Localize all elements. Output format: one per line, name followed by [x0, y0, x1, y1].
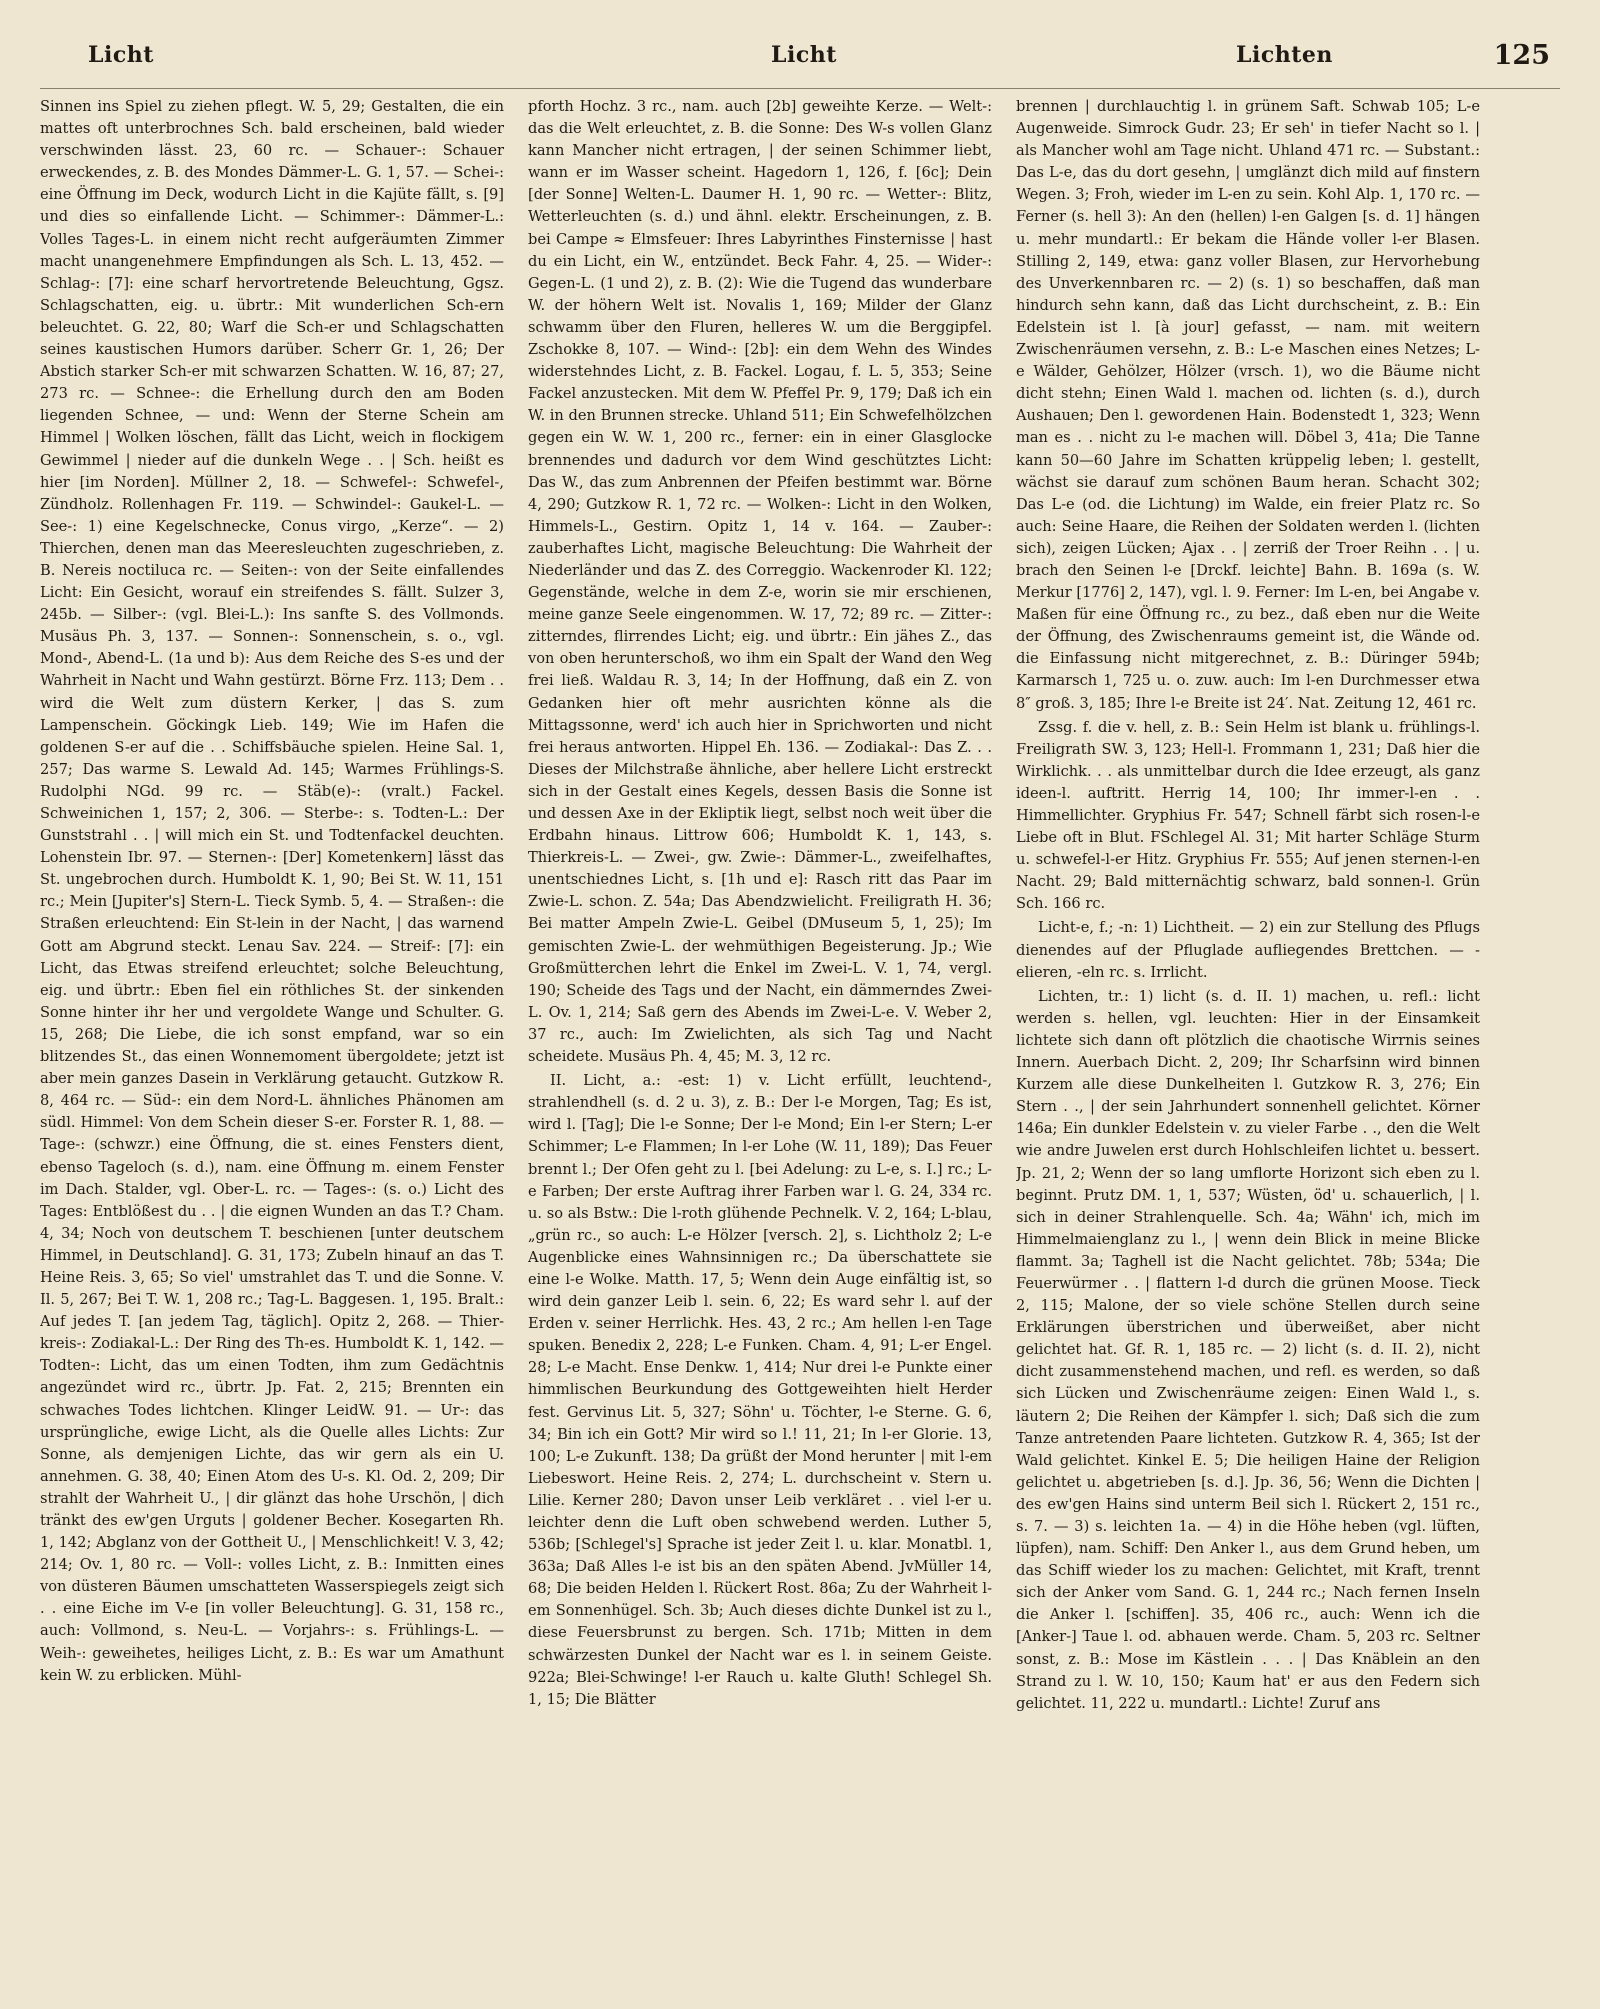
running-head-left: Licht — [88, 42, 154, 68]
entry-compounds: Zssg. f. die v. hell, z. B.: Sein Helm ist blank u. frühlings-l. Freiligrath SW. 3, 123; Hell-l. Frommann 1, 231; Daß hier die Wirklichk. . . als unmittelbar durch die Idee erzeugt, als ganz ideen-l. auftritt. Herrig 14, 100; Ihr immer-l-en . . Himmellichter. Gryphius Fr. 547; Schnell färbt sich rosen-l-e Liebe oft in Blut. FSchlegel Al. 31; Mit harter Schläge Sturm u. schwefel-l-er Hitz. Gryphius Fr. 555; Auf jenen sternen-l-en Nacht. 29; Bald mitternächtig schwarz, bald sonnen-l. Grün Sch. 166 rc. — [1016, 718, 1480, 913]
entry-paragraph: pforth Hochz. 3 rc., nam. auch [2b] geweihte Kerze. — Welt-: das die Welt erleuchtet, z. B. die Sonne: Des W-s vollen Glanz kann Mancher nicht ertragen, | der seinen Schimmer liebt, wann er im Wasser scheint. Hagedorn 1, 126, f. [6c]; Dein [der Sonne] Welten-L. Daumer H. 1, 90 rc. — Wetter-: Blitz, Wetterleuchten (s. d.) und ähnl. elektr. Erscheinungen, z. B. bei Campe ≈ Elmsfeuer: Ihres Labyrinthes Finsternisse | hast du ein Licht, ein W., entzündet. Beck Fahr. 4, 25. — Wider-: Gegen-L. (1 und 2), z. B. (2): Wie die Tugend das wunderbare W. der höhern Welt ist. Novalis 1, 169; Milder der Glanz schwamm über den Fluren, helleres W. um die Berggipfel. Zschokke 8, 107. — Wind-: [2b]: ein dem Wehn des Windes widerstehndes Licht, z. B. Fackel. Logau, f. L. 5, 353; Seine Fackel anzustecken. Mit dem W. Pfeffel Pr. 9, 179; Daß ich ein W. in den Brunnen strecke. Uhland 511; Ein Schwefelhölzchen gegen ein W. W. 1, 200 rc., ferner: ein in einer Glasglocke brennendes und dadurch vor dem Wind geschütztes Licht: Das W., das zum Anbrennen der Pfeifen bestimmt war. Börne 4, 290; Gutzkow R. 1, 72 rc. — Wolken-: Licht in den Wolken, Himmels-L., Gestirn. Opitz 1, 14 v. 164. — Zauber-: zauberhaftes Licht, magische Beleuchtung: Die Wahrheit der Niederländer und das Z. des Correggio. Wackenroder Kl. 122; Gegenstände, welche in dem Z-e, worin sie mir erschienen, meine ganze Seele eingenommen. W. 17, 72; 89 rc. — Zitter-: zitterndes, flirrendes Licht; eig. und übrtr.: Ein jähes Z., das von oben herunterschoß, wo ihm ein Spalt der Wand den Weg frei ließ. Waldau R. 3, 14; In der Hoffnung, daß ein Z. von Gedanken hier oft mehr ausrichten könne als die Mittagssonne, werd' ich auch hier in Sprichworten und nicht frei heraus antworten. Hippel Eh. 136. — Zodiakal-: Das Z. . . Dieses der Milchstraße ähnliche, aber hellere Licht erstreckt sich in der Gestalt eines Kegels, dessen Basis die Sonne ist und dessen Axe in der Ekliptik liegt, selbst noch weit über die Erdbahn hinaus. Littrow 606; Humboldt K. 1, 143, s. Thierkreis-L. — Zwei-, gw. Zwie-: Dämmer-L., zweifelhaftes, unentschiednes Licht, s. [1h und e]: Rasch ritt das Paar im Zwie-L. schon. Z. 54a; Das Abendzwielicht. Freiligrath H. 36; Bei matter Ampeln Zwie-L. Geibel (DMuseum 5, 1, 25); Im gemischten Zwie-L. der wehmüthigen Begeisterung. Jp.; Wie Großmütterchen lehrt die Enkel im Zwei-L. V. 1, 74, vergl. 190; Scheide des Tags und der Nacht, ein dämmerndes Zwei-L. Ov. 1, 214; Saß gern des Abends im Zwei-L-e. V. Weber 2, 37 rc., auch: Im Zwielichten, als sich Tag und Nacht scheidete. Musäus Ph. 4, 45; M. 3, 12 rc. — [528, 98, 992, 1066]
entry-paragraph: brennen | durchlauchtig l. in grünem Saft. Schwab 105; L-e Augenweide. Simrock Gudr. 23; Er seh' in tiefer Nacht so l. | als Mancher wohl am Tage nicht. Uhland 471 rc. — Substant.: Das L-e, das du dort gesehn, | umglänzt dich mild auf finstern Wegen. 3; Froh, wieder im L-en zu sein. Kohl Alp. 1, 170 rc. — Ferner (s. hell 3): An den (hellen) l-en Galgen [s. d. 1] hängen u. mehr mundartl.: Er bekam die Hände voller l-er Blasen. Stilling 2, 149, etwa: ganz voller Blasen, zur Hervorhebung des Unverkennbaren rc. — 2) (s. 1) so beschaffen, daß man hindurch sehn kann, daß das Licht durchscheint, z. B.: Ein Edelstein ist l. [à jour] gefasst, — nam. mit weitern Zwischenräumen versehn, z. B.: L-e Maschen eines Netzes; L-e Wälder, Gehölzer, Hölzer (vrsch. 1), wo die Bäume nicht dicht stehn; Einen Wald l. machen od. lichten (s. d.), durch Aushauen; Den l. gewordenen Hain. Bodenstedt 1, 323; Wenn man es . . nicht zu l-e machen will. Döbel 3, 41a; Die Tanne kann 50—60 Jahre im Schatten krüppelig leben; l. gestellt, wächst sie darauf zum schönen Baum heran. Schacht 302; Das L-e (od. die Lichtung) im Walde, ein freier Platz rc. So auch: Seine Haare, die Reihen der Soldaten werden l. (lichten sich), zeigen Lücken; Ajax . . | zerriß der Troer Reihn . . | u. brach den Seinen l-e [Drckf. leichte] Bahn. B. 169a (s. W. Merkur [1776] 2, 147), vgl. l. 9. Ferner: Im L-en, bei Angabe v. Maßen für eine Öffnung rc., zu bez., daß eben nur die Weite der Öffnung, des Zwischenraums gemeint ist, die Wände od. die Einfassung nicht mitgerechnet, z. B.: Düringer 594b; Karmarsch 1, 725 u. o. zuw. auch: Im l-en Durchmesser etwa 8″ groß. 3, 185; Ihre l-e Breite ist 24′. Nat. Zeitung 12, 461 rc. — [1016, 98, 1480, 712]
column-1 — [40, 96, 504, 1976]
running-head-right: Lichten — [1236, 42, 1333, 68]
entry-licht-adjective: II. Licht, a.: -est: 1) v. Licht erfüllt, leuchtend-, strahlendhell (s. d. 2 u. 3), z. B.: Der l-e Morgen, Tag; Es ist, wird l. [Tag]; Die l-e Sonne; Der l-e Mond; Ein l-er Stern; L-er Schimmer; L-e Flammen; In l-er Lohe (W. 11, 189); Das Feuer brennt l.; Der Ofen geht zu l. [bei Adelung: zu L-e, s. I.] rc.; L-e Farben; Der erste Auftrag ihrer Farben war l. G. 24, 334 rc. u. so als Bstw.: Die l-roth glühende Pechnelk. V. 2, 164; L-blau, „grün rc., so auch: L-e Hölzer [versch. 2], s. Lichtholz 2; L-e Augenblicke eines Wahnsinnigen rc.; Da überschattete sie eine l-e Wolke. Matth. 17, 5; Wenn dein Auge einfältig ist, so wird dein ganzer Leib l. sein. 6, 22; Es ward sehr l. auf der Erden v. seiner Herrlichk. Hes. 43, 2 rc.; Am hellen l-en Tage spuken. Benedix 2, 228; L-e Funken. Cham. 4, 91; L-er Engel. 28; L-e Macht. Ense Denkw. 1, 414; Nur drei l-e Punkte einer himmlischen Beurkundung des Gottgeweihten hielt Herder fest. Gervinus Lit. 5, 327; Söhn' u. Töchter, l-e Sterne. G. 6, 34; Bin ich ein Gott? Mir wird so l.! 11, 21; In l-er Glorie. 13, 100; L-e Zukunft. 138; Da grüßt der Mond herunter | mit l-em Liebeswort. Heine Reis. 2, 274; L. durchscheint v. Stern u. Lilie. Kerner 280; Davon unser Leib verkläret . . viel l-er u. leichter denn die Luft oben schwebend werden. Luther 5, 536b; [Schlegel's] Sprache ist jeder Zeit l. u. klar. Monatbl. 1, 363a; Daß Alles l-e ist bis an den späten Abend. JvMüller 14, 68; Die beiden Helden l. Rückert Rost. 86a; Zu der Wahrheit l-em Sonnenhügel. Sch. 3b; Auch dieses dichte Dunkel ist zu l., diese Feuersbrunst zu bergen. Sch. 171b; Mitten in dem schwärzesten Dunkel der Nacht war es l. in seinem Geiste. 922a; Blei-Schwinge! l-er Rauch u. kalte Gluth! Schlegel Sh. 1, 15; Die Blätter — [528, 1072, 992, 1708]
header-rule — [40, 88, 1560, 89]
text-columns — [40, 96, 1480, 1986]
running-head-center: Licht — [771, 42, 837, 68]
entry-lichten: Lichten, tr.: 1) licht (s. d. II. 1) machen, u. refl.: licht werden s. hellen, vgl. leuchten: Hier in der Einsamkeit lichtete sich dann oft plötzlich die chaotische Wirrnis seines Innern. Auerbach Dicht. 2, 209; Ihr Scharfsinn wird binnen Kurzem alle diese Dunkelheiten l. Gutzkow R. 3, 276; Ein Stern . ., | der sein Jahrhundert sonnenhell gelichtet. Körner 146a; Ein dunkler Edelstein v. zu vieler Farbe . ., den die Welt wie andre Juwelen erst durch Hohlschleifen lichtet u. bessert. Jp. 21, 2; Wenn der so lang umflorte Horizont sich eben zu l. beginnt. Prutz DM. 1, 1, 537; Wüsten, öd' u. schauerlich, | l. sich in deiner Strahlenquelle. Sch. 4a; Wähn' ich, mich im Himmelmaienglanz zu l., | wenn dein Blick in meine Blicke flammt. 3a; Taghell ist die Nacht gelichtet. 78b; 534a; Die Feuerwürmer . . | flattern l-d durch die grünen Moose. Tieck 2, 115; Malone, der so viele schöne Stellen durch seine Erklärungen überstrichen und überweißet, aber nicht gelichtet hat. Gf. R. 1, 185 rc. — 2) licht (s. d. II. 2), nicht dicht zusammenstehend machen, und refl. es werden, so daß sich Lücken und Zwischenräume zeigen: Einen Wald l., s. läutern 2; Die Reihen der Kämpfer l. sich; Daß sich die zum Tanze antretenden Paare lichteten. Gutzkow R. 4, 365; Ist der Wald gelichtet. Kinkel E. 5; Die heiligen Haine der Religion gelichtet u. abgetrieben [s. d.]. Jp. 36, 56; Wenn die Dichten | des ew'gen Hains sind unterm Beil sich l. Rückert 2, 151 rc., s. 7. — 3) s. leichten 1a. — 4) in die Höhe heben (vgl. lüften, lüpfen), nam. Schiff: Den Anker l., aus dem Grund heben, um das Schiff wieder los zu machen: Gelichtet, mit Kraft, trennt sich der Anker vom Sand. G. 1, 244 rc.; Nach fernen Inseln die Anker l. [schiffen]. 35, 406 rc., auch: Wenn ich die [Anker-] Taue l. od. abhauen werde. Cham. 5, 203 rc. Seltner sonst, z. B.: Mose im Kästlein . . . | Das Knäblein an den Strand zu l. W. 10, 150; Kaum hat' er aus den Federn sich gelichtet. 11, 222 u. mundartl.: Lichte! Zuruf ans — [1016, 987, 1480, 1712]
column-3 — [1016, 96, 1480, 1976]
page-header — [36, 40, 1564, 80]
entry-paragraph: Sinnen ins Spiel zu ziehen pflegt. W. 5, 29; Gestalten, die ein mattes oft unterbrochnes Sch. bald erscheinen, bald wieder verschwinden lässt. 23, 60 rc. — Schauer-: Schauer erweckendes, z. B. des Mondes Dämmer-L. G. 1, 57. — Schei-: eine Öffnung im Deck, wodurch Licht in die Kajüte fällt, s. [9] und dies so einfallende Licht. — Schimmer-: Dämmer-L.: Volles Tages-L. in einem nicht recht aufgeräumten Zimmer macht unangenehmere Empfindungen als Sch. L. 13, 452. — Schlag-: [7]: eine scharf hervortretende Beleuchtung, Ggsz. Schlagschatten, eig. u. übrtr.: Mit wunderlichen Sch-ern beleuchtet. G. 22, 80; Warf die Sch-er und Schlagschatten seines kaustischen Humors darüber. Scherr Gr. 1, 26; Der Abstich starker Sch-er mit schwarzen Schatten. W. 16, 87; 27, 273 rc. — Schnee-: die Erhellung durch den am Boden liegenden Schnee, — und: Wenn der Sterne Schein am Himmel | Wolken löschen, fällt das Licht, weich in flockigem Gewimmel | nieder auf die dunkeln Wege . . | Sch. heißt es hier [im Norden]. Müllner 2, 18. — Schwefel-: Schwefel-, Zündholz. Rollenhagen Fr. 119. — Schwindel-: Gaukel-L. — See-: 1) eine Kegelschnecke, Conus virgo, „Kerze“. — 2) Thierchen, denen man das Meeresleuchten zugeschrieben, z. B. Nereis noctiluca rc. — Seiten-: von der Seite einfallendes Licht: Ein Gesicht, worauf ein streifendes S. fällt. Sulzer 3, 245b. — Silber-: (vgl. Blei-L.): Ins sanfte S. des Vollmonds. Musäus Ph. 3, 137. — Sonnen-: Sonnenschein, s. o., vgl. Mond-, Abend-L. (1a und b): Aus dem Reiche des S-es und der Wahrheit in Nacht und Wahn gestürzt. Börne Frz. 113; Dem . . wird die Welt zum düstern Kerker, | das S. zum Lampenschein. Göckingk Lieb. 149; Wie im Hafen die goldenen S-er auf die . . Schiffsbäuche spielen. Heine Sal. 1, 257; Das warme S. Lewald Ad. 145; Warmes Frühlings-S. Rudolphi NGd. 99 rc. — Stäb(e)-: (vralt.) Fackel. Schweinichen 1, 157; 2, 306. — Sterbe-: s. Todten-L.: Der Gunststrahl . . | will mich ein St. und Todtenfackel deuchten. Lohenstein Ibr. 97. — Sternen-: [Der] Kometenkern] lässt das St. ungebrochen durch. Humboldt K. 1, 90; Bei St. W. 11, 151 rc.; Mein [Jupiter's] Stern-L. Tieck Symb. 5, 4. — Straßen-: die Straßen erleuchtend: Ein St-lein in der Nacht, | das warnend Gott am Abgrund steckt. Lenau Sav. 224. — Streif-: [7]: ein Licht, das Etwas streifend erleuchtet; solche Beleuchtung, eig. und übrtr.: Eben fiel ein röthliches St. der sinkenden Sonne hinter ihr her und vergoldete Wange und Schulter. G. 15, 268; Die Liebe, die ich sonst empfand, war so ein blitzendes St., das einen Wonnemoment übergoldete; jetzt ist aber mein ganzes Dasein in Verklärung getaucht. Gutzkow R. 8, 464 rc. — Süd-: ein dem Nord-L. ähnliches Phänomen am südl. Himmel: Von dem Schein dieser S-er. Forster R. 1, 88. — Tage-: (schwzr.) eine Öffnung, die st. eines Fensters dient, ebenso Tageloch (s. d.), nam. eine Öffnung m. einem Fenster im Dach. Stalder, vgl. Ober-L. rc. — Tages-: (s. o.) Licht des Tages: Entblößest du . . | die eignen Wunden an das T.? Cham. 4, 34; Noch von deutschem T. beschienen [unter deutschem Himmel, in Deutschland]. G. 31, 173; Zubeln hinauf an das T. Heine Reis. 3, 65; So viel' umstrahlet das T. und die Sonne. V. Il. 5, 267; Bei T. W. 1, 208 rc.; Tag-L. Baggesen. 1, 195. Bralt.: Auf jedes T. [an jedem Tag, täglich]. Opitz 2, 268. — Thier-kreis-: Zodiakal-L.: Der Ring des Th-es. Humboldt K. 1, 142. — Todten-: Licht, das um einen Todten, ihm zum Gedächtnis angezündet wird rc., übrtr. Jp. Fat. 2, 215; Brennten ein schwaches Todes lichtchen. Klinger LeidW. 91. — Ur-: das ursprüngliche, ewige Licht, als die Quelle alles Lichts: Zur Sonne, als demjenigen Lichte, das wir gern als ein U. annehmen. G. 38, 40; Einen Atom des U-s. Kl. Od. 2, 209; Dir strahlt der Wahrheit U., | dir glänzt das hohe Urschön, | dich tränkt des ew'gen Urguts | goldener Becher. Kosegarten Rh. 1, 142; Abglanz von der Gottheit U., | Menschlichkeit! V. 3, 42; 214; Ov. 1, 80 rc. — Voll-: volles Licht, z. B.: Inmitten eines von düsteren Bäumen umschatteten Wasserspiegels zeigt sich . . eine Eiche im V-e [in voller Beleuchtung]. G. 31, 158 rc., auch: Vollmond, s. Neu-L. — Vorjahrs-: s. Frühlings-L. — Weih-: geweihetes, heiliges Licht, z. B.: Es war um Amathunt kein W. zu erblicken. Mühl- — [40, 98, 504, 1684]
entry-lichte: Licht-e, f.; -n: 1) Lichtheit. — 2) ein zur Stellung des Pflugs dienendes auf der Pfluglade aufliegendes Brettchen. — -elieren, -eln rc. s. Irrlicht. — [1016, 919, 1480, 981]
page-number: 125 — [1493, 40, 1550, 71]
column-2 — [528, 96, 992, 1976]
